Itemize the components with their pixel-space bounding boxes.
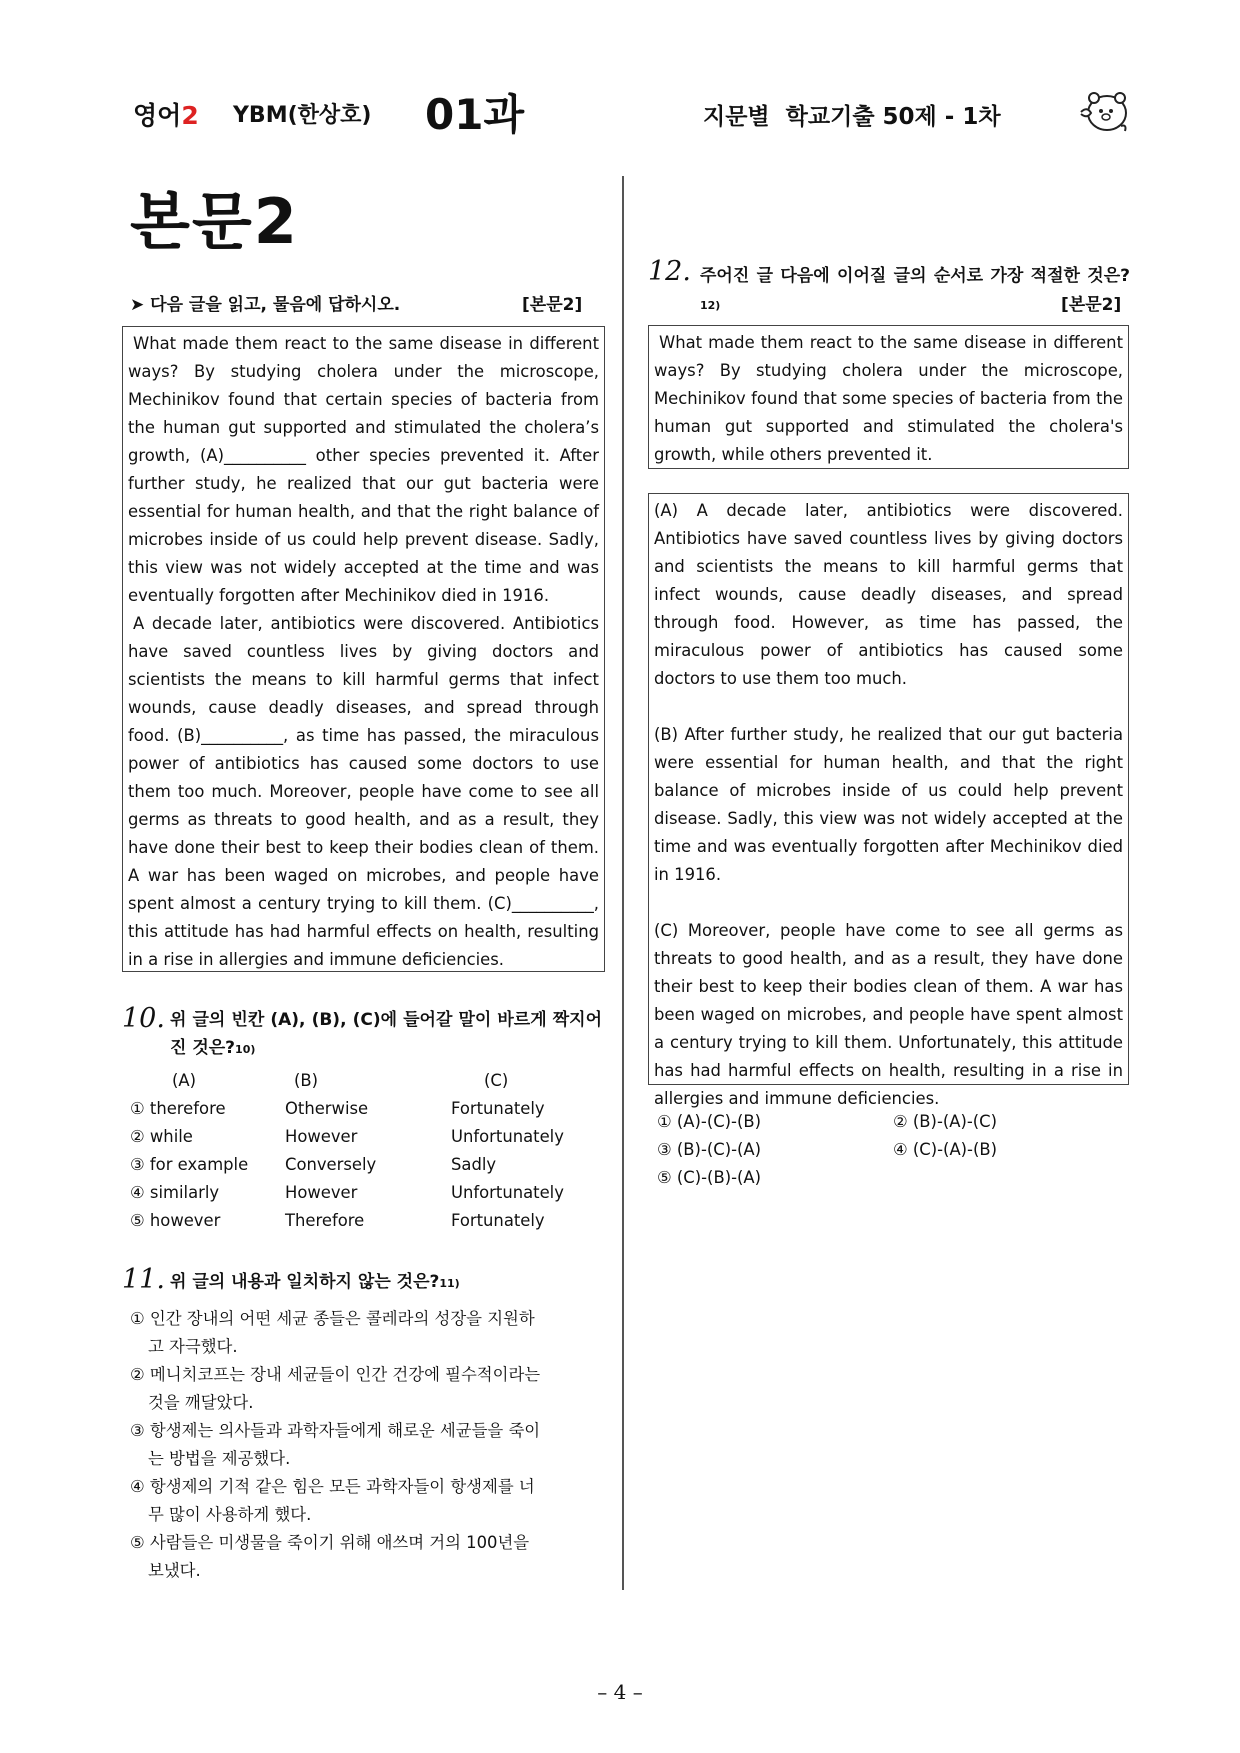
- choice-option-1[interactable]: ① (A)-(C)-(B): [657, 1112, 762, 1131]
- question-number: 11.: [122, 1264, 165, 1295]
- question-11: [122, 1264, 602, 1295]
- page-number: – 4 –: [597, 1680, 643, 1704]
- given-paragraph: What made them react to the same disease in different ways? By studying cholera under the microscope, Mechinikov found that some species of bacteria from the human gut supported and stimulated the cholera's growth, while others prevented it.: [654, 333, 1123, 464]
- choice-option-4[interactable]: ④ 항생제의 기적 같은 힘은 모든 과학자들이 항생제를 너 무 많이 사용하게 했다.: [130, 1477, 535, 1524]
- choice-option-2[interactable]: ② (B)-(A)-(C): [893, 1112, 998, 1131]
- question-number: 12.: [648, 256, 691, 287]
- col-header: (A): [172, 1071, 197, 1090]
- question-text: 위 글의 내용과 일치하지 않는 것은?$^{11)}$: [170, 1272, 460, 1292]
- passage-part-c: (C) Moreover, people have come to see all germs as threats to good health, and as a result, they have done their best to keep their bodies clean of them. A war has been waged on microbes, and people have spent almost a century trying to kill them. Unfortunately, this attitude has had harmful effects on health, resulting in a rise in allergies and immune deficiencies.: [654, 921, 1123, 1108]
- footnote-mark: 11): [439, 1277, 460, 1290]
- bear-mascot-icon: [1077, 86, 1131, 136]
- given-passage-box: [648, 325, 1129, 469]
- choice-option-5[interactable]: ⑤ (C)-(B)-(A): [657, 1168, 762, 1187]
- footnote-mark: 12): [700, 299, 721, 312]
- subject-number: 2: [181, 101, 199, 130]
- publisher-label: YBM(한상호): [233, 103, 372, 128]
- instruction: ➤ 다음 글을 읽고, 물음에 답하시오.: [130, 295, 401, 315]
- choice-option-3[interactable]: ③ 항생제는 의사들과 과학자들에게 해로운 세균들을 죽이 는 방법을 제공했다.: [130, 1421, 541, 1468]
- footnote-mark: 10): [235, 1043, 256, 1056]
- passage-box: [122, 326, 605, 972]
- question-text: 위 글의 빈칸 (A), (B), (C)에 들어갈 말이 바르게 짝지어진 것은?$^{10)}$: [170, 1010, 602, 1058]
- col-header: (C): [484, 1071, 509, 1090]
- choice-option-4[interactable]: ④ (C)-(A)-(B): [893, 1140, 998, 1159]
- passage-paragraph: What made them react to the same disease in different ways? By studying cholera under the microscope, Mechinikov found that certain species of bacteria from the human gut supported and stimulated the cholera’s growth, (A)__________ other species prevented it. After further study, he realized that our gut bacteria were essential for human health, and that the right balance of microbes inside of us could help prevent disease. Sadly, this view was not widely accepted at the time and was eventually forgotten after Mechinikov died in 1916.: [128, 334, 599, 605]
- question-10: [122, 1003, 602, 1058]
- question-number: 10.: [122, 1003, 165, 1034]
- choice-option-5[interactable]: ⑤ 사람들은 미생물을 죽이기 위해 애쓰며 거의 100년을 보냈다.: [130, 1533, 530, 1580]
- passage-paragraph: A decade later, antibiotics were discovered. Antibiotics have saved countless lives by giving doctors and scientists the means to kill harmful germs that infect wounds, cause deadly diseases, and spread through food. (B)__________, as time has passed, the miraculous power of antibiotics has caused some doctors to use them too much. Moreover, people have come to see all germs as threats to good health, and as a result, they have done their best to keep their bodies clean of them. A war has been waged on microbes, and people have spent almost a century trying to kill them. (C)__________, this attitude has had harmful effects on health, resulting in a rise in allergies and immune deficiencies.: [128, 614, 599, 969]
- instruction-tag: [본문2]: [522, 295, 583, 315]
- lesson-label: 01과: [425, 90, 525, 139]
- choice-option-1[interactable]: ① 인간 장내의 어떤 세균 종들은 콜레라의 성장을 지원하 고 자극했다.: [130, 1309, 535, 1356]
- q11-choices: [130, 1305, 600, 1585]
- subject-label: 영어2: [133, 101, 199, 130]
- question-tag: [본문2]: [1061, 295, 1122, 315]
- choice-option-3[interactable]: ③ (B)-(C)-(A): [657, 1140, 762, 1159]
- worksheet-title: 지문별 학교기출 50제 - 1차: [703, 104, 1001, 130]
- passage-part-a: (A) A decade later, antibiotics were discovered. Antibiotics have saved countless lives by giving doctors and scientists the means to kill harmful germs that infect wounds, cause deadly diseases, and spread through food. However, as time has passed, the miraculous power of antibiotics has caused some doctors to use them too much.: [654, 501, 1123, 688]
- passage-part-b: (B) After further study, he realized that our gut bacteria were essential for human health, and that the right balance of microbes inside of us could help prevent disease. Sadly, this view was not widely accepted at the time and was eventually forgotten after Mechinikov died in 1916.: [654, 725, 1123, 884]
- question-text: 주어진 글 다음에 이어질 글의 순서로 가장 적절한 것은?$^{12)}$: [700, 266, 1130, 312]
- choice-option-2[interactable]: ② 메니치코프는 장내 세균들이 인간 건강에 필수적이라는 것을 깨달았다.: [130, 1365, 541, 1412]
- ordering-passage-box: [648, 493, 1129, 1108]
- section-title: 본문2: [130, 185, 299, 258]
- column-divider: [622, 176, 624, 1590]
- q12-choices: [657, 1108, 1127, 1192]
- col-header: (B): [294, 1071, 319, 1090]
